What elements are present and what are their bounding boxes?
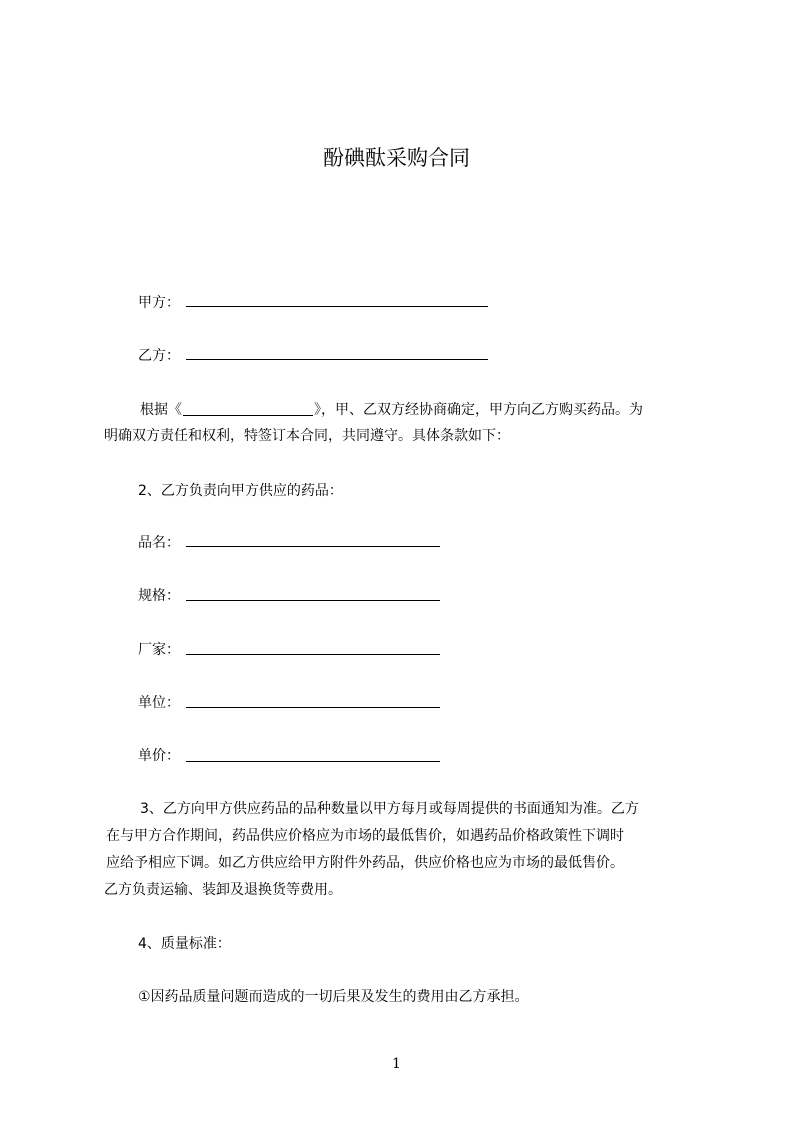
intro-prefix: 根据《 — [140, 402, 182, 418]
party-b-blank-line — [186, 359, 488, 360]
clause-2-heading: 2、乙方负责向甲方供应的药品： — [138, 483, 343, 499]
drug-maker-label: 厂家： — [138, 642, 180, 658]
page-number: 1 — [392, 1056, 401, 1072]
party-b-label: 乙方： — [138, 348, 180, 364]
drug-price-blank-line — [186, 761, 440, 762]
party-a-label: 甲方： — [138, 295, 180, 311]
intro-line-2: 明确双方责任和权利，特签订本合同，共同遵守。具体条款如下： — [104, 428, 510, 444]
drug-price-label: 单价： — [138, 748, 180, 764]
drug-unit-label: 单位： — [138, 695, 180, 711]
drug-maker-blank-line — [186, 654, 440, 655]
drug-spec-label: 规格： — [138, 588, 180, 604]
clause-3-line-3: 应给予相应下调。如乙方供应给甲方附件外药品，供应价格也应为市场的最低售价。 — [106, 855, 624, 871]
clause-3-line-2: 在与甲方合作期间，药品供应价格应为市场的最低售价，如遇药品价格政策性下调时 — [106, 828, 624, 844]
drug-name-label: 品名： — [138, 535, 180, 551]
document-title: 酚碘酞采购合同 — [323, 146, 470, 170]
drug-spec-blank-line — [186, 600, 440, 601]
clause-3-line-4: 乙方负责运输、装卸及退换货等费用。 — [104, 882, 342, 898]
intro-line-1 — [140, 399, 643, 419]
clause-4-heading: 4、质量标准： — [138, 936, 231, 952]
drug-unit-blank-line — [186, 707, 440, 708]
clause-3-line-1: 3、乙方向甲方供应药品的品种数量以甲方每月或每周提供的书面通知为准。乙方 — [140, 801, 639, 817]
intro-suffix: 》，甲、乙双方经协商确定，甲方向乙方购买药品。为 — [314, 402, 643, 418]
party-a-blank-line — [186, 306, 488, 307]
clause-4-item-1: ①因药品质量问题而造成的一切后果及发生的费用由乙方承担。 — [138, 989, 529, 1005]
drug-name-blank-line — [186, 546, 440, 547]
basis-blank-line — [183, 401, 313, 416]
